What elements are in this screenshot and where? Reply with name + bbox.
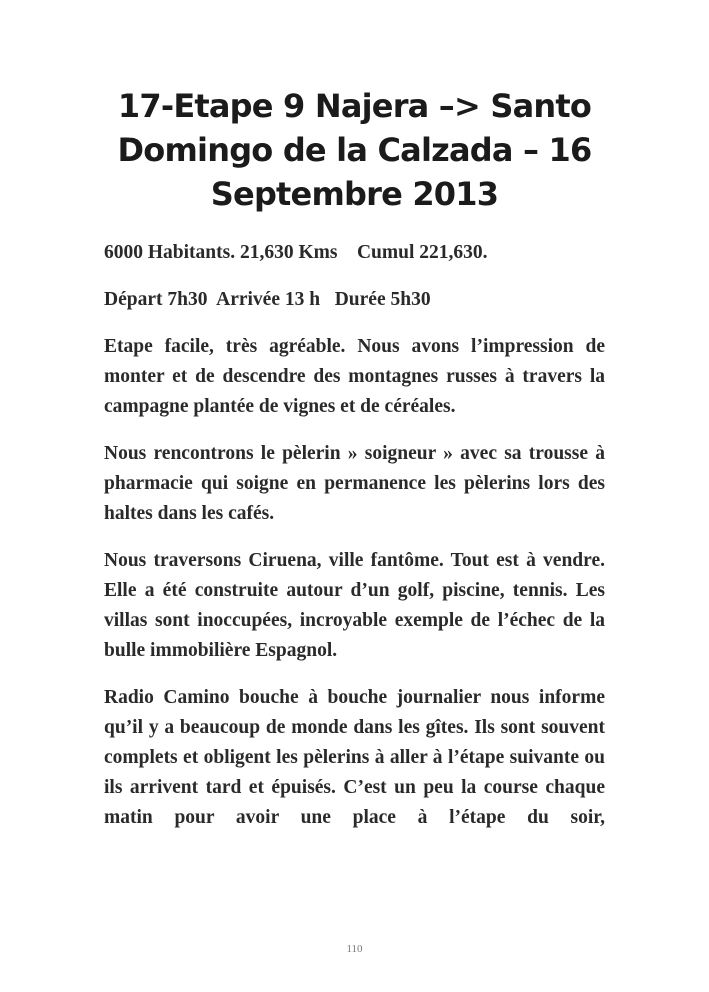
paragraph-ciruena: Nous traversons Ciruena, ville fantôme. Tout est à vendre. Elle a été construite autour d’un golf, piscine, tennis. Les villas sont inoccupées, incroyable exemple de l’échec de la bulle immobilière Espagnol.	[104, 550, 605, 661]
paragraph-stats: 6000 Habitants. 21,630 Kms Cumul 221,630.	[104, 242, 488, 263]
paragraph-radio-camino: Radio Camino bouche à bouche journalier nous informe qu’il y a beaucoup de monde dans les gîtes. Ils sont souvent complets et obligent les pèlerins à aller à l’étape suivante ou ils arrivent tard et épuisés. C’est un peu la course chaque matin pour avoir une place à l’étape du soir,	[104, 687, 605, 828]
page-number: 110	[346, 943, 363, 955]
body-text	[104, 238, 605, 833]
paragraph-pilgrim: Nous rencontrons le pèlerin » soigneur » avec sa trousse à pharmacie qui soigne en permanence les pèlerins lors des haltes dans les cafés.	[104, 443, 605, 524]
paragraph-description: Etape facile, très agréable. Nous avons l’impression de monter et de descendre des montagnes russes à travers la campagne plantée de vignes et de céréales.	[104, 336, 605, 417]
page-title: 17-Etape 9 Najera –> Santo Domingo de la Calzada – 16 Septembre 2013	[117, 87, 592, 213]
paragraph-times: Départ 7h30 Arrivée 13 h Durée 5h30	[104, 289, 431, 310]
